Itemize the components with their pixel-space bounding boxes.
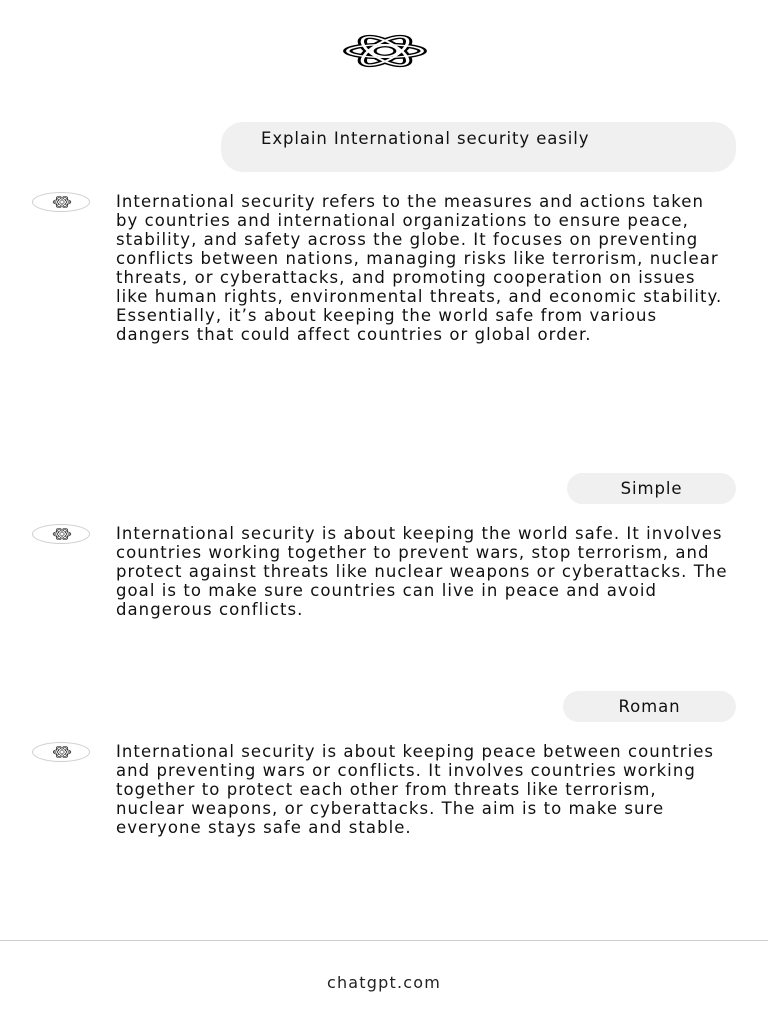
footer-divider bbox=[0, 940, 768, 941]
footer-url[interactable]: chatgpt.com bbox=[326, 973, 442, 992]
user-message-2: Simple bbox=[567, 473, 736, 504]
openai-logo-icon bbox=[331, 28, 439, 74]
assistant-avatar-icon bbox=[32, 742, 90, 762]
assistant-message-1: International security refers to the measures and actions taken by countries and international organizations to ensure peace, stability, and safety across the globe. It focuses on preventing conflicts between nations, managing risks like terrorism, nuclear threats, or cyberattacks, and promoting cooperation on issues like human rights, environmental threats, and economic stability. Essentially, it’s about keeping the world safe from various dangers that could affect countries or global order. bbox=[116, 192, 723, 344]
assistant-avatar-icon bbox=[32, 524, 90, 544]
assistant-message-3: International security is about keeping peace between countries and preventing wars or conflicts. It involves countries working together to protect each other from threats like terrorism, nuclear weapons, or cyberattacks. The aim is to make sure everyone stays safe and stable. bbox=[116, 742, 715, 837]
assistant-avatar-icon bbox=[32, 192, 90, 212]
assistant-message-2: International security is about keeping the world safe. It involves countries working together to prevent wars, stop terrorism, and protect against threats like nuclear weapons or cyberattacks. The goal is to make sure countries can live in peace and avoid dangerous conflicts. bbox=[116, 524, 728, 619]
user-message-1: Explain International security easily bbox=[221, 122, 736, 172]
user-message-3: Roman bbox=[563, 691, 736, 722]
